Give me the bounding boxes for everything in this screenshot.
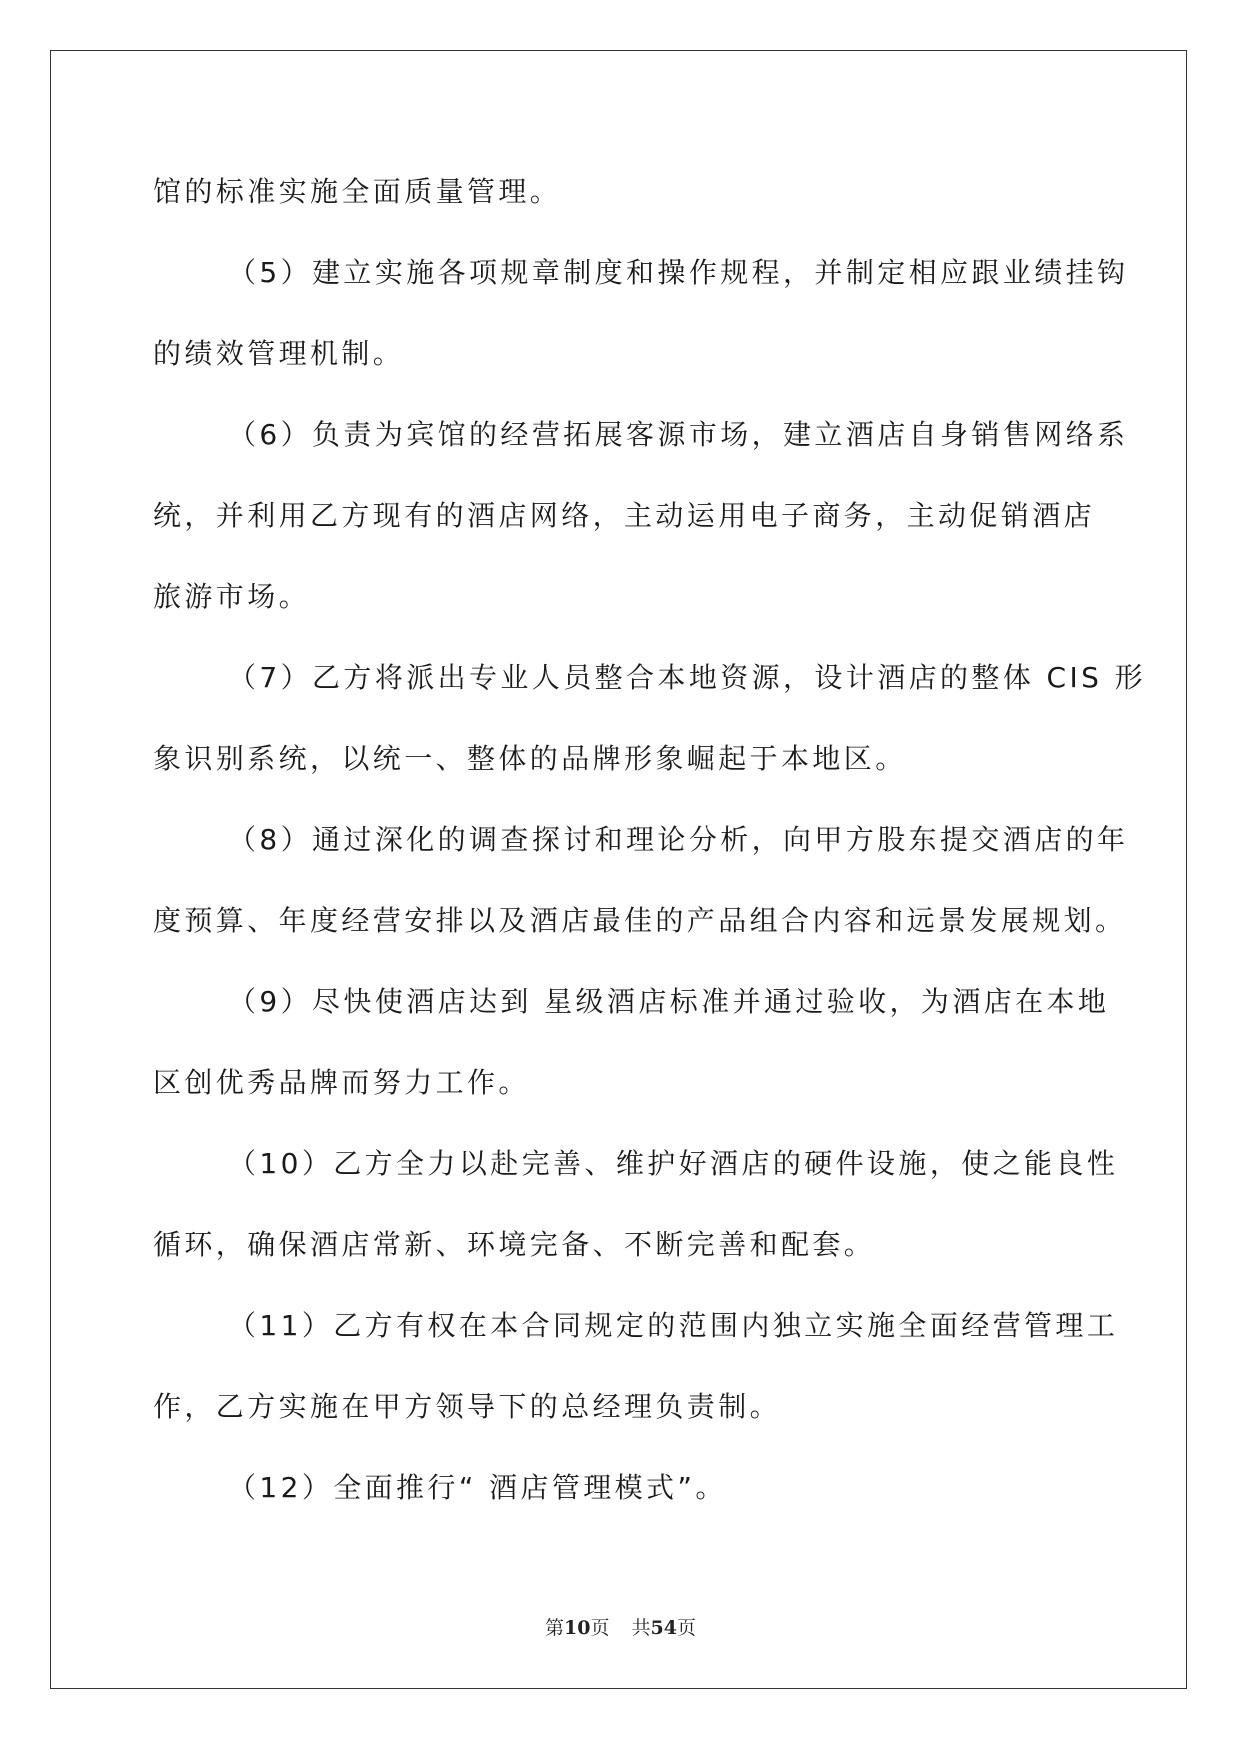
body-line-6: 旅游市场。 [153,580,311,613]
body-line-2: （5）建立实施各项规章制度和操作规程，并制定相应跟业绩挂钩 [228,256,1129,289]
page-suffix: 页 [590,1617,610,1639]
current-page-number: 10 [564,1617,591,1639]
body-line-9: （8）通过深化的调查探讨和理论分析，向甲方股东提交酒店的年 [228,823,1129,856]
body-line-8: 象识别系统，以统一、整体的品牌形象崛起于本地区。 [153,742,907,775]
body-line-4: （6）负责为宾馆的经营拓展客源市场，建立酒店自身销售网络系 [228,418,1129,451]
body-line-1: 馆的标准实施全面质量管理。 [153,175,562,208]
body-line-12: 区创优秀品牌而努力工作。 [153,1066,530,1099]
body-line-10: 度预算、年度经营安排以及酒店最佳的产品组合内容和远景发展规划。 [153,904,1127,937]
body-line-17: （12）全面推行“ 酒店管理模式”。 [228,1471,727,1504]
body-line-7: （7）乙方将派出专业人员整合本地资源，设计酒店的整体 CIS 形 [228,661,1147,694]
body-line-5: 统，并利用乙方现有的酒店网络，主动运用电子商务，主动促销酒店 [153,499,1096,532]
page-border [50,50,1187,1689]
body-line-14: 循环，确保酒店常新、环境完备、不断完善和配套。 [153,1228,876,1261]
total-pages-number: 54 [650,1617,677,1639]
page-footer [0,1616,1241,1640]
total-suffix: 页 [676,1617,696,1639]
total-prefix: 共 [631,1617,651,1639]
body-line-11: （9）尽快使酒店达到 星级酒店标准并通过验收，为酒店在本地 [228,985,1110,1018]
body-line-15: （11）乙方有权在本合同规定的范围内独立实施全面经营管理工 [228,1309,1119,1342]
body-line-3: 的绩效管理机制。 [153,337,405,370]
body-line-16: 作，乙方实施在甲方领导下的总经理负责制。 [153,1390,782,1423]
page-prefix: 第 [545,1617,565,1639]
body-line-13: （10）乙方全力以赴完善、维护好酒店的硬件设施，使之能良性 [228,1147,1119,1180]
